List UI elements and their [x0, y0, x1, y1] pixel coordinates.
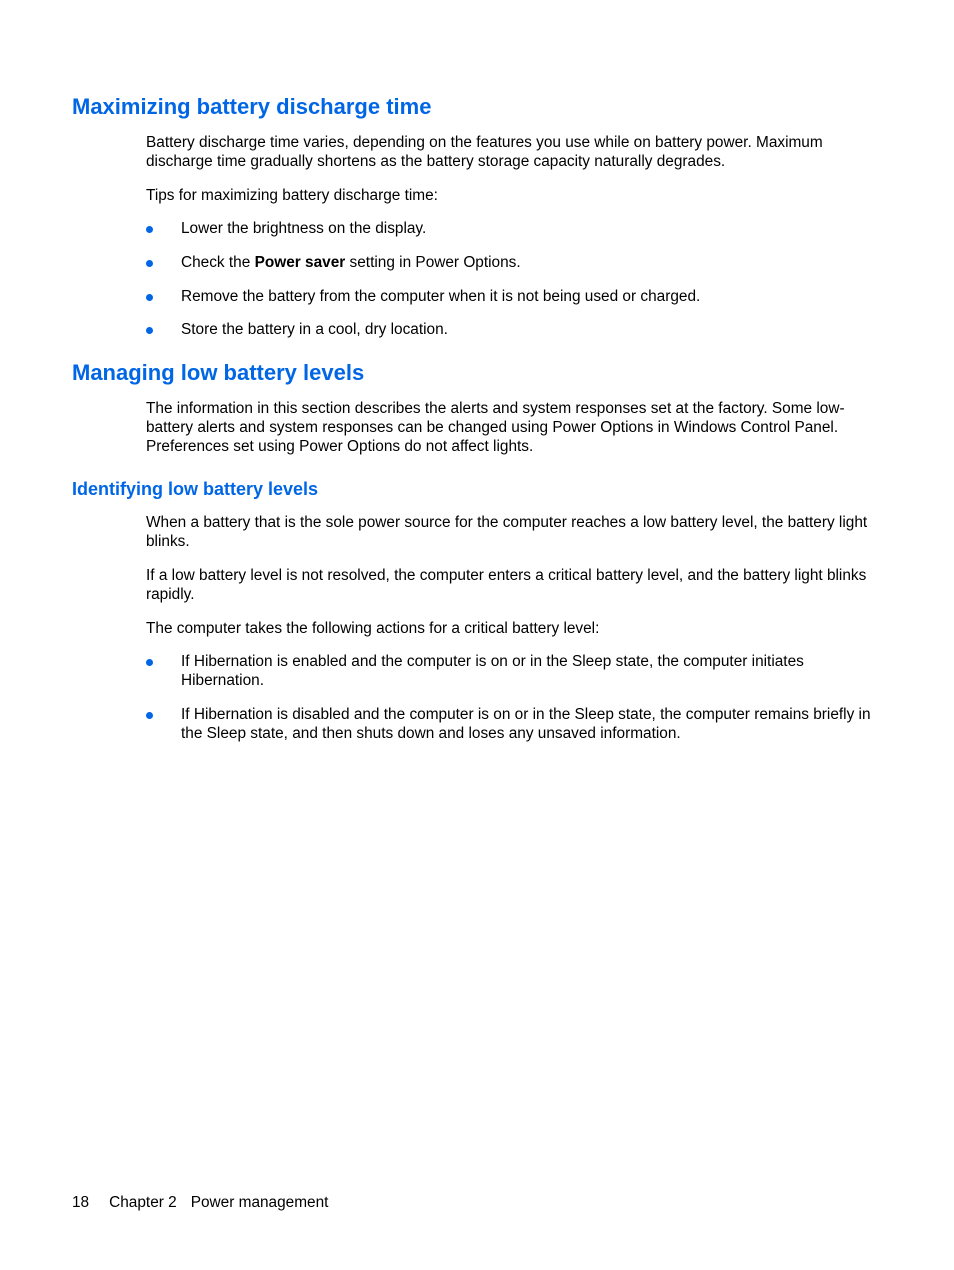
bullet-icon: [146, 659, 153, 666]
section-heading-managing: Managing low battery levels: [72, 360, 365, 385]
bullet-icon: [146, 260, 153, 267]
list-item-text: Check the Power saver setting in Power Options.: [181, 254, 521, 271]
section-heading-maximizing: Maximizing battery discharge time: [72, 94, 432, 119]
chapter-title: Power management: [190, 1194, 329, 1211]
list-item-text: If Hibernation is disabled and the computer is on or in the Sleep state, the computer remains briefly in the Sleep state, and then shuts down and loses any unsaved information.: [181, 706, 871, 742]
bullet-icon: [146, 327, 153, 334]
bullet-icon: [146, 712, 153, 719]
paragraph-tips-label: Tips for maximizing battery discharge time:: [146, 187, 438, 204]
paragraph-discharge-intro: Battery discharge time varies, depending on the features you use while on battery power. Maximum discharge time gradually shortens as the battery storage capacity naturally degrades.: [146, 134, 823, 170]
chapter-label: Chapter 2: [109, 1194, 177, 1211]
paragraph-actions-label: The computer takes the following actions for a critical battery level:: [146, 620, 600, 637]
paragraph-managing-intro: The information in this section describes the alerts and system responses set at the factory. Some low-battery alerts and system responses can be changed using Power Options in Windows Control Panel. Preferences set using Power Options do not affect lights.: [146, 400, 845, 455]
bullet-icon: [146, 294, 153, 301]
list-item-text: If Hibernation is enabled and the computer is on or in the Sleep state, the computer initiates Hibernation.: [181, 653, 804, 689]
list-item-text: Lower the brightness on the display.: [181, 220, 427, 237]
paragraph-low-battery: When a battery that is the sole power source for the computer reaches a low battery level, the battery light blinks.: [146, 514, 868, 550]
page-footer: [72, 1193, 328, 1212]
subsection-heading-identifying: Identifying low battery levels: [72, 479, 319, 499]
paragraph-critical-battery: If a low battery level is not resolved, the computer enters a critical battery level, and the battery light blinks rapidly.: [146, 567, 867, 603]
list-item-text: Remove the battery from the computer when it is not being used or charged.: [181, 288, 701, 305]
bullet-icon: [146, 226, 153, 233]
list-item-text: Store the battery in a cool, dry location.: [181, 321, 448, 338]
power-saver-term: Power saver: [254, 254, 346, 271]
page-number: 18: [72, 1194, 90, 1211]
